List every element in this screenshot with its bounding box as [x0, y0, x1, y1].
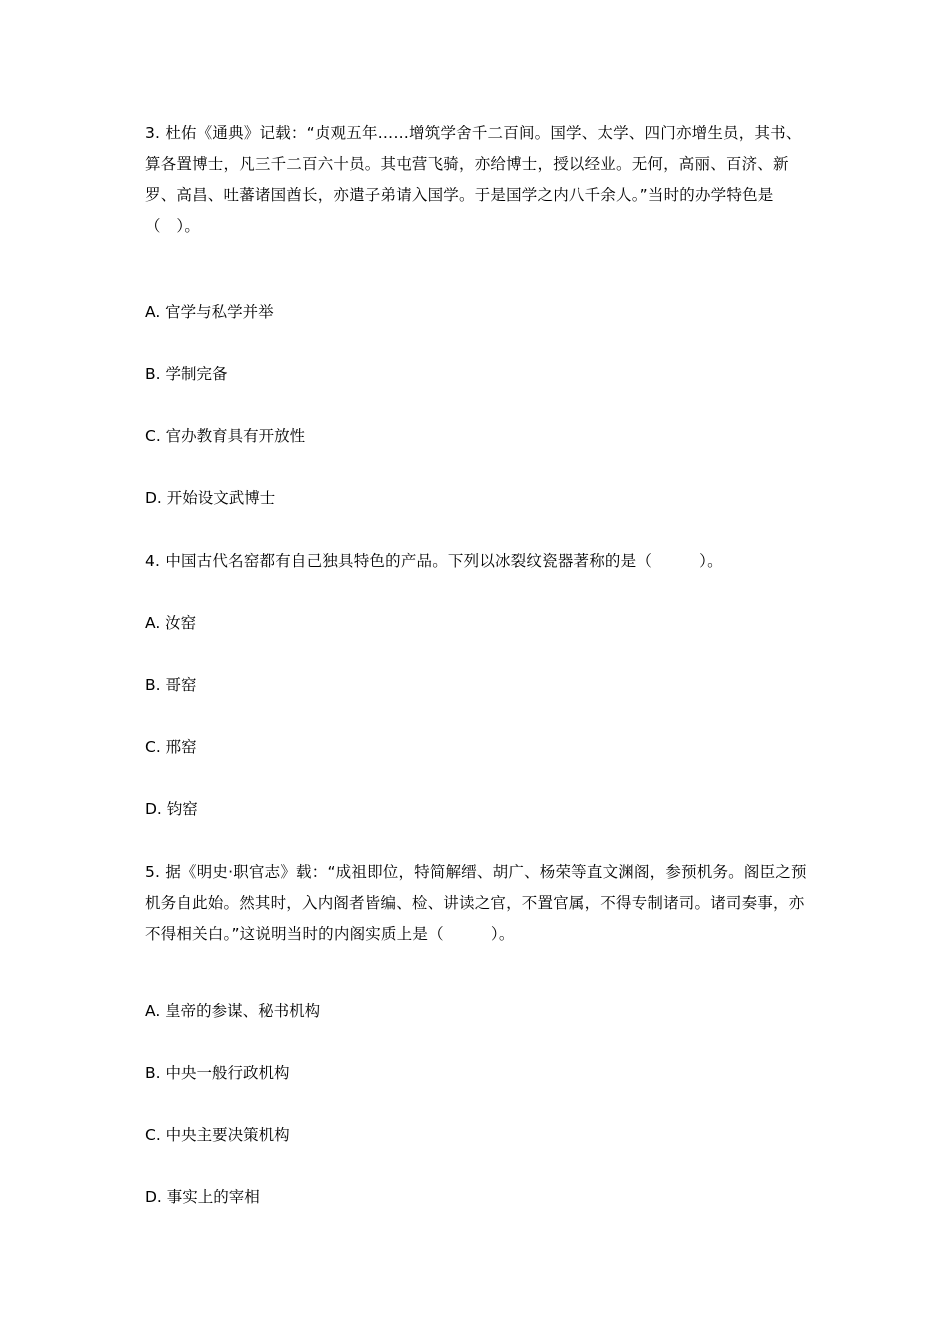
question-5-option-b: B. 中央一般行政机构 — [145, 1064, 290, 1082]
question-5-option-c: C. 中央主要决策机构 — [145, 1126, 290, 1144]
question-3-stem: 3. 杜佑《通典》记载：“贞观五年……增筑学舍千二百间。国学、太学、四门亦增生员，其书、算各置博士，凡三千二百六十员。其屯营飞骑，亦给博士，授以经业。无何，高丽、百济、新罗、高昌、吐蕃诸国酋长，亦遣子弟请入国学。于是国学之内八千余人。”当时的办学特色是（ ）。 — [145, 124, 802, 235]
question-4-stem: 4. 中国古代名窑都有自己独具特色的产品。下列以冰裂纹瓷器著称的是（ ）。 — [145, 552, 723, 570]
question-5-option-a: A. 皇帝的参谋、秘书机构 — [145, 1002, 321, 1020]
question-3-option-c: C. 官办教育具有开放性 — [145, 427, 306, 445]
question-4 — [145, 546, 815, 577]
question-5 — [145, 857, 815, 950]
question-4-option-c: C. 邢窑 — [145, 738, 197, 756]
question-3-option-a: A. 官学与私学并举 — [145, 303, 274, 321]
question-4-option-b: B. 哥窑 — [145, 676, 197, 694]
question-4-option-d: D. 钧窑 — [145, 800, 198, 818]
question-3-option-b: B. 学制完备 — [145, 365, 228, 383]
question-5-stem: 5. 据《明史·职官志》载：“成祖即位，特简解缙、胡广、杨荣等直文渊阁，参预机务。阁臣之预机务自此始。然其时，入内阁者皆编、检、讲读之官，不置官属，不得专制诸司。诸司奏事，亦不得相关白。”这说明当时的内阁实质上是（ ）。 — [145, 863, 807, 943]
question-5-option-d: D. 事实上的宰相 — [145, 1188, 260, 1206]
question-3 — [145, 118, 815, 242]
question-4-option-a: A. 汝窑 — [145, 614, 197, 632]
question-3-option-d: D. 开始设文武博士 — [145, 489, 276, 507]
